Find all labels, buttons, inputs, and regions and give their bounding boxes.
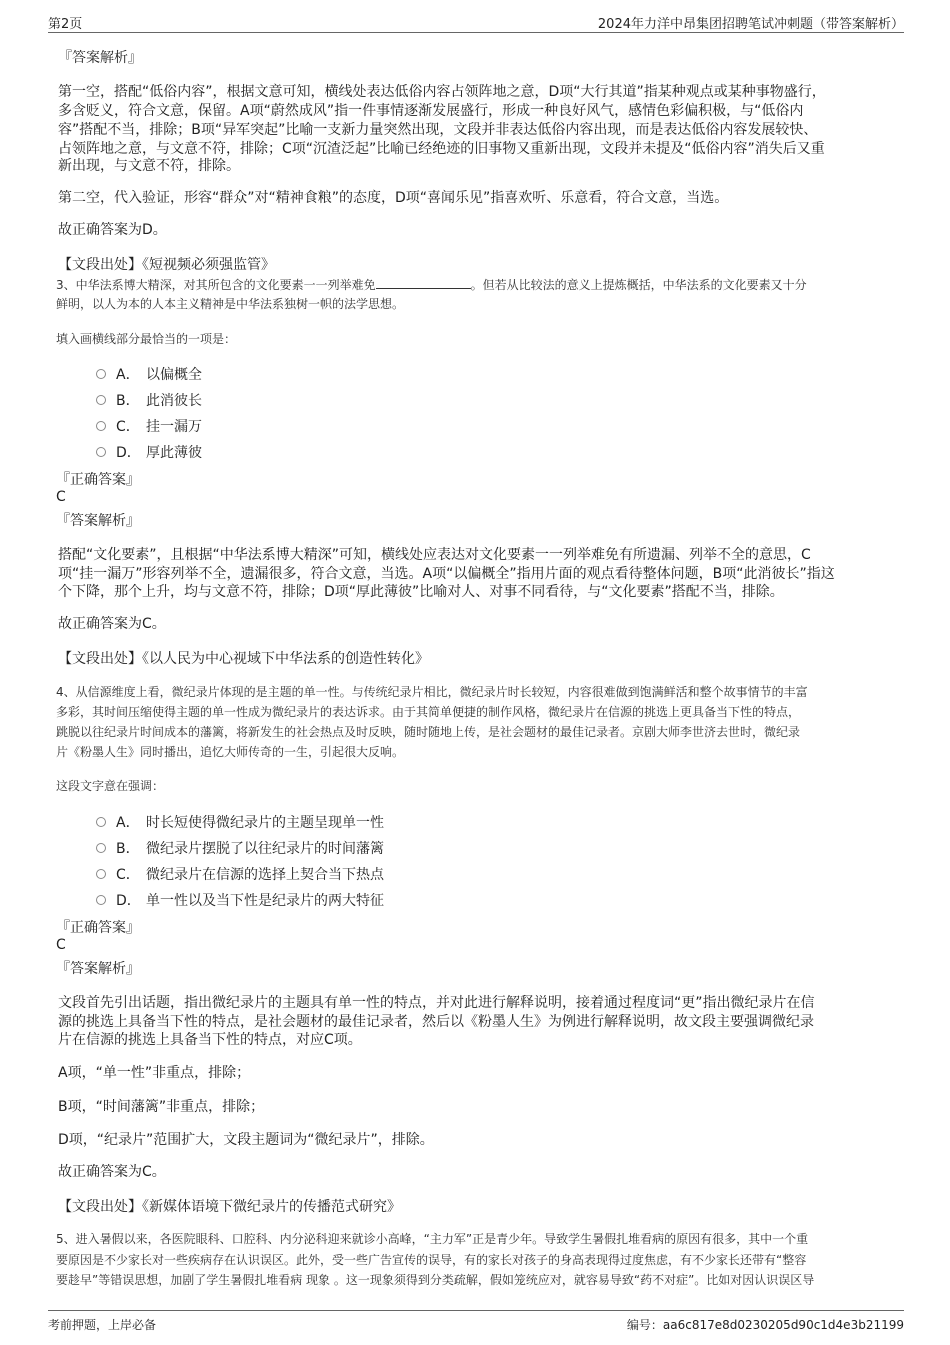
page-header xyxy=(48,10,904,33)
radio-icon[interactable] xyxy=(96,895,106,905)
source-citation: 【文段出处】《以人民为中心视域下中华法系的创造性转化》 xyxy=(58,651,429,667)
analysis-line: 个下降，那个上升，均与文意不符，排除；D项“厚此薄彼”比喻对人、对事不同看待，与“文化要素”搭配不当，排除。 xyxy=(58,584,784,600)
analysis-line: 多含贬义，符合文意，保留。A项“蔚然成风”指一件事情逐渐发展盛行，形成一种良好风气，感情色彩偏积极，与“低俗内 xyxy=(58,103,804,119)
option-a[interactable]: A． 时长短使得微纪录片的主题呈现单一性 xyxy=(96,812,384,832)
analysis-line: 容”搭配不当，排除；B项“异军突起”比喻一支新力量突然出现，文段并非表达低俗内容出现，而是表达低俗内容发展较快、 xyxy=(58,122,818,138)
option-b[interactable]: B． 微纪录片摆脱了以往纪录片的时间藩篱 xyxy=(96,838,384,858)
analysis-line: 第二空，代入验证，形容“群众”对“精神食粮”的态度，D项“喜闻乐见”指喜欢听、乐意看，符合文意，当选。 xyxy=(58,190,729,206)
analysis-label: 『答案解析』 xyxy=(56,961,140,977)
option-d[interactable]: D． 单一性以及当下性是纪录片的两大特征 xyxy=(96,890,384,910)
conclusion: 故正确答案为D。 xyxy=(58,222,167,238)
question-stem: 片《粉墨人生》同时播出，追忆大师传奇的一生，引起很大反响。 xyxy=(56,745,405,759)
source-citation: 【文段出处】《短视频必须强监管》 xyxy=(58,257,275,273)
analysis-line: 片在信源的挑选上具备当下性的特点，对应C项。 xyxy=(58,1032,362,1048)
footer-slogan: 考前押题，上岸必备 xyxy=(48,1318,157,1332)
option-c[interactable]: C． 挂一漏万 xyxy=(96,416,202,436)
option-note: B项，“时间藩篱”非重点，排除； xyxy=(58,1099,265,1115)
radio-icon[interactable] xyxy=(96,447,106,457)
analysis-line: 占领阵地之意，与文意不符，排除；C项“沉渣泛起”比喻已经绝迹的旧事物又重新出现，文段并未提及“低俗内容”消失后又重 xyxy=(58,141,825,157)
analysis-line: 第一空，搭配“低俗内容”，根据文意可知，横线处表达低俗内容占领阵地之意，D项“大行其道”指某种观点或某种事物盛行， xyxy=(58,84,826,100)
analysis-line: 新出现，与文意不符，排除。 xyxy=(58,158,240,174)
page-footer xyxy=(48,1310,904,1335)
analysis-label: 『答案解析』 xyxy=(58,50,142,66)
correct-answer: C xyxy=(56,937,66,953)
source-citation: 【文段出处】《新媒体语境下微纪录片的传播范式研究》 xyxy=(58,1199,401,1215)
question-stem: 多彩，其时间压缩使得主题的单一性成为微纪录片的表达诉求。由于其简单便捷的制作风格，微纪录片在信源的挑选上更具备当下性的特点， xyxy=(56,705,801,719)
analysis-label: 『答案解析』 xyxy=(56,513,140,529)
document-title: 2024年力洋中昂集团招聘笔试冲刺题（带答案解析） xyxy=(597,17,904,32)
option-note: A项，“单一性”非重点，排除； xyxy=(58,1065,251,1081)
correct-answer-label: 『正确答案』 xyxy=(56,472,140,488)
question-stem: 鲜明，以人为本的人本主义精神是中华法系独树一帜的法学思想。 xyxy=(56,297,405,311)
analysis-line: 文段首先引出话题，指出微纪录片的主题具有单一性的特点，并对此进行解释说明，接着通过程度词“更”指出微纪录片在信 xyxy=(58,995,815,1011)
analysis-line: 源的挑选上具备当下性的特点，是社会题材的最佳记录者，然后以《粉墨人生》为例进行解释说明，故文段主要强调微纪录 xyxy=(58,1014,814,1030)
option-a[interactable]: A． 以偏概全 xyxy=(96,364,202,384)
question-stem: 要原因是不少家长对一些疾病存在认识误区。此外，受一些广告宣传的误导，有的家长对孩子的身高表现得过度焦虑，有不少家长还带有“整容 xyxy=(56,1253,807,1267)
analysis-line: 搭配“文化要素”，且根据“中华法系博大精深”可知，横线处应表达对文化要素一一列举难免有所遗漏、列举不全的意思，C xyxy=(58,547,811,563)
analysis-line: 项“挂一漏万”形容列举不全，遗漏很多，符合文意，当选。A项“以偏概全”指用片面的观点看待整体问题，B项“此消彼长”指这 xyxy=(58,566,835,582)
option-note: D项，“纪录片”范围扩大，文段主题词为“微纪录片”，排除。 xyxy=(58,1132,434,1148)
radio-icon[interactable] xyxy=(96,369,106,379)
answer-blank xyxy=(376,276,471,289)
radio-icon[interactable] xyxy=(96,817,106,827)
question-stem: 3、中华法系博大精深，对其所包含的文化要素一一列举难免 。但若从比较法的意义上提炼概括，中华法系的文化要素又十分 xyxy=(56,278,807,292)
question-stem: 4、从信源维度上看，微纪录片体现的是主题的单一性。与传统纪录片相比，微纪录片时长较短，内容很难做到饱满鲜活和整个故事情节的丰富 xyxy=(56,685,808,699)
document-id: 编号：aa6c817e8d0230205d90c1d4e3b21199 xyxy=(626,1318,904,1332)
radio-icon[interactable] xyxy=(96,421,106,431)
conclusion: 故正确答案为C。 xyxy=(58,1164,166,1180)
correct-answer-label: 『正确答案』 xyxy=(56,920,140,936)
question-stem: 要趁早”等错误思想，加剧了学生暑假扎堆看病 现象 。这一现象须得到分类疏解，假如笼统应对，就容易导致“药不对症”。比如对因认识误区导 xyxy=(56,1273,815,1287)
question-stem: 跳脱以往纪录片时间成本的藩篱，将新发生的社会热点及时反映，随时随地上传，是社会题材的最佳记录者。京剧大师李世济去世时，微纪录 xyxy=(56,725,801,739)
question-prompt: 填入画横线部分最恰当的一项是： xyxy=(56,332,237,346)
question-stem: 5、进入暑假以来，各医院眼科、口腔科、内分泌科迎来就诊小高峰，“主力军”正是青少年。导致学生暑假扎堆看病的原因有很多，其中一个重 xyxy=(56,1232,809,1246)
option-b[interactable]: B． 此消彼长 xyxy=(96,390,202,410)
conclusion: 故正确答案为C。 xyxy=(58,616,166,632)
radio-icon[interactable] xyxy=(96,869,106,879)
correct-answer: C xyxy=(56,489,66,505)
option-d[interactable]: D． 厚此薄彼 xyxy=(96,442,202,462)
page-number: 第2页 xyxy=(48,17,83,32)
radio-icon[interactable] xyxy=(96,395,106,405)
option-c[interactable]: C． 微纪录片在信源的选择上契合当下热点 xyxy=(96,864,384,884)
radio-icon[interactable] xyxy=(96,843,106,853)
question-prompt: 这段文字意在强调： xyxy=(56,779,165,793)
